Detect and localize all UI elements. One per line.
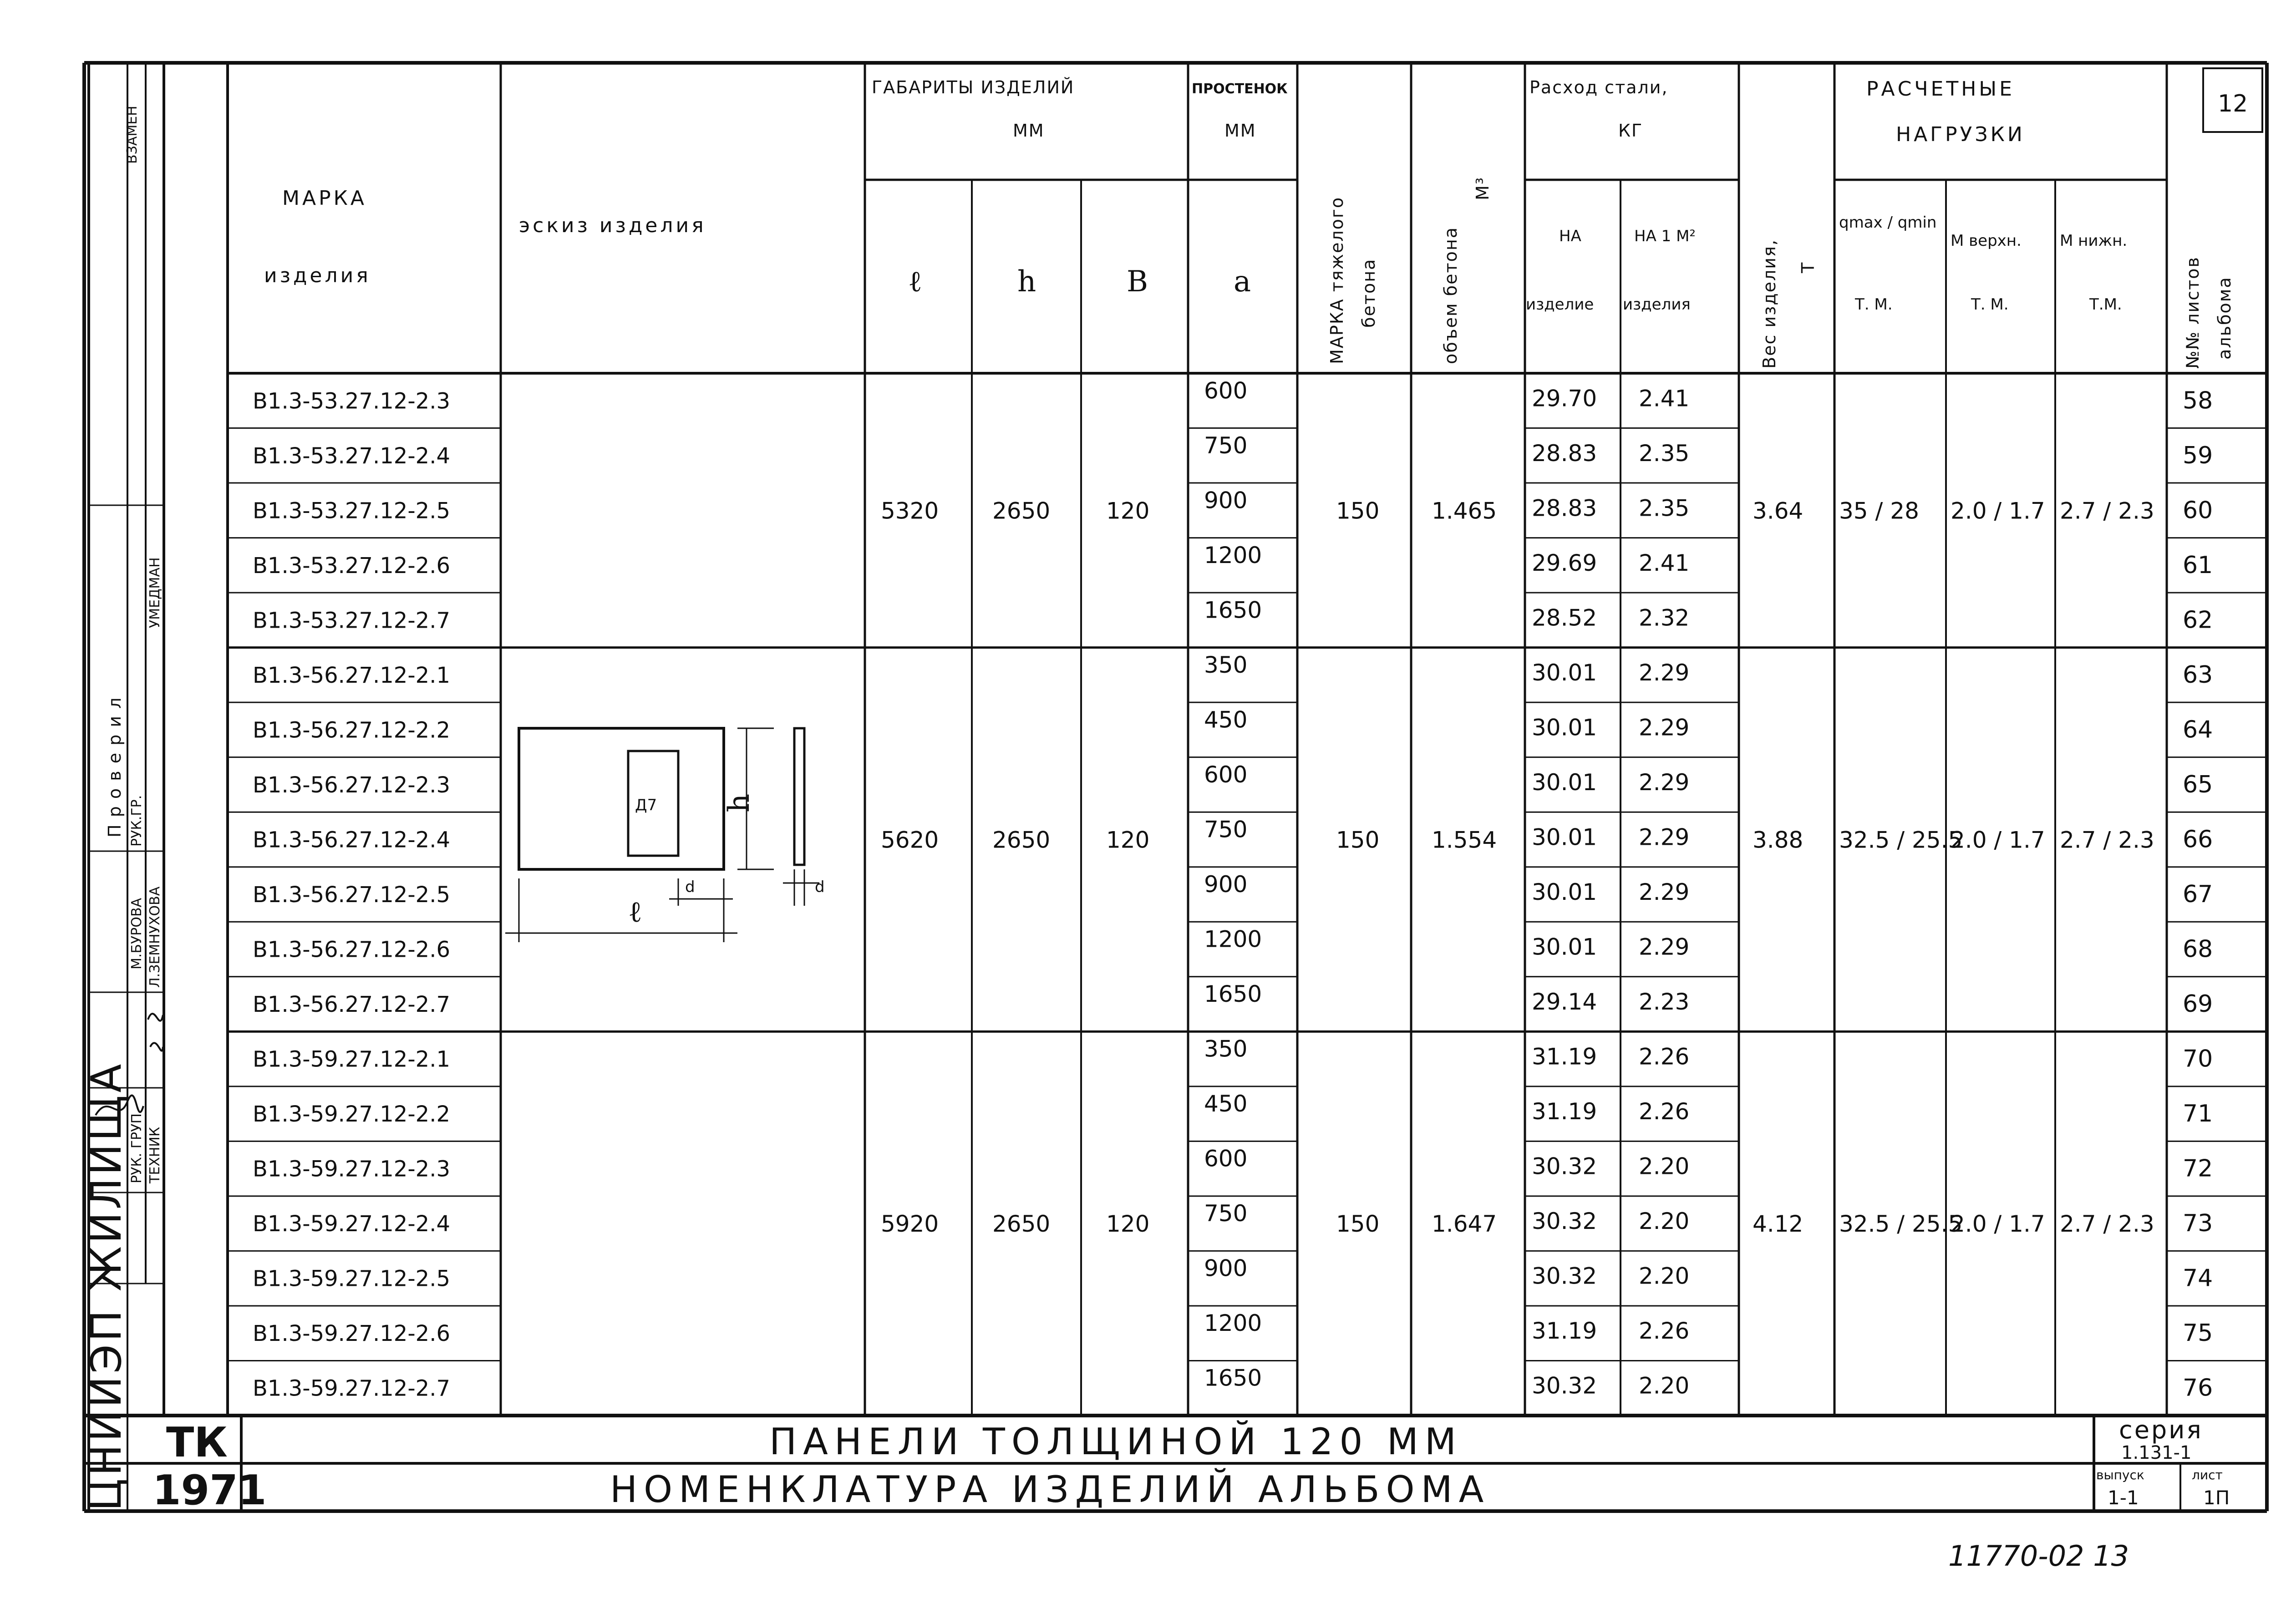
cell-sheet-number: 70 [2183,1045,2213,1073]
sketch-dim-d: d [685,878,695,896]
header-dims-line1: ГАБАРИТЫ ИЗДЕЛИЙ [872,77,1075,97]
header-steel-m2-line1: НА 1 М² [1634,227,1696,245]
sketch-window-label: Д7 [635,796,657,814]
stamp-role-1: РУК.ГР. [129,795,145,847]
cell-steel-item: 30.32 [1532,1372,1597,1399]
cell-pier: 750 [1204,1200,1248,1227]
cell-steel-m2: 2.29 [1639,769,1690,796]
header-m-top-unit: Т. М. [1971,295,2009,314]
cell-height: 2650 [992,827,1051,853]
cell-mark: В1.3-53.27.12-2.4 [253,443,450,469]
cell-pier: 450 [1204,706,1248,733]
cell-sheet-number: 68 [2183,935,2213,963]
header-loads-line1: РАСЧЕТНЫЕ [1866,77,2015,101]
cell-length: 5620 [881,827,939,853]
cell-steel-item: 30.01 [1532,934,1597,960]
cell-mark: В1.3-53.27.12-2.5 [253,498,450,524]
cell-load-q: 32.5 / 25.5 [1839,1211,1963,1238]
sheet-label: лист [2192,1467,2223,1482]
header-q-label: qmax / qmin [1839,213,1937,232]
cell-pier: 600 [1204,377,1248,404]
cell-thickness: 120 [1106,1211,1150,1238]
header-steel-item-line1: НА [1559,227,1581,245]
series-value: 1.131-1 [2121,1442,2192,1463]
cell-steel-item: 30.32 [1532,1208,1597,1235]
cell-pier: 1200 [1204,926,1262,953]
sheet-value: 1П [2203,1487,2230,1509]
cell-steel-item: 31.19 [1532,1318,1597,1345]
cell-steel-m2: 2.32 [1639,604,1690,631]
cell-weight: 3.64 [1753,497,1804,524]
issue-label: выпуск [2096,1467,2144,1482]
table-row [253,981,2213,1018]
cell-moment-top: 2.0 / 1.7 [1951,827,2045,853]
cell-pier: 750 [1204,432,1248,459]
cell-steel-item: 28.83 [1532,440,1597,467]
header-loads-line2: НАГРУЗКИ [1896,123,2025,146]
cell-steel-item: 28.52 [1532,604,1597,631]
header-dim-b: B [1127,265,1148,299]
header-weight-line1: Вес изделия, [1759,239,1779,369]
cell-steel-m2: 2.29 [1639,934,1690,960]
cell-mark: В1.3-56.27.12-2.6 [253,937,450,963]
stamp-proveril: П р о в е р и л [105,696,125,837]
cell-steel-m2: 2.26 [1639,1098,1690,1125]
cell-mark: В1.3-56.27.12-2.7 [253,992,450,1018]
row-group [881,497,2154,524]
cell-moment-bottom: 2.7 / 2.3 [2060,497,2154,524]
header-sketch: эскиз изделия [519,214,706,237]
cell-concrete-grade: 150 [1336,1211,1380,1238]
cell-sheet-number: 61 [2183,551,2213,579]
cell-weight: 4.12 [1753,1211,1804,1238]
header-steel-line1: Расход стали, [1529,77,1668,97]
cell-sheet-number: 67 [2183,881,2213,908]
sketch-dim-h: h [722,793,756,812]
cell-load-q: 32.5 / 25.5 [1839,827,1963,853]
header-mark-line2: изделия [264,264,371,287]
cell-steel-m2: 2.20 [1639,1153,1690,1180]
cell-length: 5320 [881,497,939,524]
table-row [253,652,2213,689]
cell-mark: В1.3-53.27.12-2.6 [253,553,450,579]
header-sheets-line2: альбома [2215,276,2235,360]
cell-pier: 900 [1204,871,1248,898]
cell-mark: В1.3-59.27.12-2.4 [253,1211,450,1237]
title-line2: НОМЕНКЛАТУРА ИЗДЕЛИЙ АЛЬБОМА [610,1468,1490,1511]
cell-sheet-number: 58 [2183,387,2213,415]
cell-mark: В1.3-53.27.12-2.7 [253,608,450,634]
cell-steel-item: 28.83 [1532,495,1597,522]
cell-steel-m2: 2.41 [1639,385,1690,412]
table-row [253,1310,2213,1347]
cell-pier: 1650 [1204,597,1262,624]
cell-mark: В1.3-59.27.12-2.5 [253,1266,450,1292]
archive-number: 11770-02 13 [1948,1539,2129,1573]
cell-pier: 900 [1204,1255,1248,1282]
title-tk: ТК [166,1419,228,1467]
header-concrete-grade-line1: МАРКА тяжелого [1327,196,1347,364]
cell-sheet-number: 75 [2183,1320,2213,1347]
table-row [253,597,2213,634]
header-dim-h: h [1017,265,1036,299]
cell-moment-bottom: 2.7 / 2.3 [2060,827,2154,853]
cell-steel-m2: 2.29 [1639,879,1690,905]
cell-weight: 3.88 [1753,827,1804,853]
cell-mark: В1.3-59.27.12-2.1 [253,1046,450,1072]
table-row [253,1255,2213,1292]
header-dim-l: ℓ [908,265,922,299]
side-stamp [82,63,164,1511]
header-dims-line2: ММ [1013,121,1045,141]
stamp-name-person1: М.БУРОВА [129,898,145,969]
cell-sheet-number: 65 [2183,771,2213,798]
cell-steel-item: 30.32 [1532,1153,1597,1180]
header-steel-item-line2: изделие [1526,295,1594,314]
header-pier-line2: ММ [1224,121,1256,141]
cell-mark: В1.3-56.27.12-2.3 [253,772,450,798]
series-label: серия [2119,1416,2203,1444]
cell-steel-item: 30.01 [1532,769,1597,796]
cell-pier: 600 [1204,1145,1248,1172]
cell-steel-m2: 2.26 [1639,1043,1690,1070]
table-header [264,68,2262,369]
cell-steel-m2: 2.26 [1639,1318,1690,1345]
table-row [253,1036,2213,1073]
stamp-role-a: РУК. ГРУП [129,1113,145,1183]
cell-concrete-grade: 150 [1336,827,1380,853]
cell-concrete-volume: 1.465 [1432,497,1497,524]
cell-mark: В1.3-56.27.12-2.2 [253,717,450,743]
cell-moment-top: 2.0 / 1.7 [1951,497,2045,524]
sketch-dim-l: ℓ [628,895,642,929]
cell-sheet-number: 71 [2183,1100,2213,1128]
cell-steel-item: 30.01 [1532,824,1597,851]
table-row [253,926,2213,963]
cell-thickness: 120 [1106,827,1150,853]
cell-concrete-volume: 1.647 [1432,1211,1497,1238]
cell-mark: В1.3-56.27.12-2.5 [253,882,450,908]
cell-sheet-number: 64 [2183,716,2213,744]
cell-sheet-number: 66 [2183,826,2213,853]
cell-sheet-number: 63 [2183,661,2213,689]
cell-steel-item: 29.14 [1532,989,1597,1015]
cell-steel-item: 29.69 [1532,549,1597,576]
header-steel-m2-line2: изделия [1623,295,1691,314]
cell-steel-m2: 2.35 [1639,440,1690,467]
header-concrete-grade-line2: бетона [1359,258,1379,328]
header-m-bottom: М нижн. [2060,232,2128,250]
table-row [253,706,2213,743]
cell-sheet-number: 74 [2183,1264,2213,1292]
header-weight-line2: Т [1798,261,1818,273]
cell-mark: В1.3-59.27.12-2.3 [253,1156,450,1182]
panel-section [794,728,804,865]
table-row [253,1091,2213,1127]
cell-mark: В1.3-56.27.12-2.1 [253,662,450,688]
cell-sheet-number: 62 [2183,606,2213,634]
cell-steel-m2: 2.20 [1639,1263,1690,1289]
cell-sheet-number: 73 [2183,1210,2213,1238]
cell-pier: 1200 [1204,542,1262,568]
cell-pier: 1200 [1204,1310,1262,1337]
cell-steel-m2: 2.41 [1639,549,1690,576]
title-block [152,1416,2230,1514]
cell-steel-m2: 2.23 [1639,989,1690,1015]
header-concrete-volume-line1: объем бетона [1441,227,1461,364]
header-pier-line1: ПРОСТЕНОК [1192,81,1288,97]
stamp-name-person3: УМЕДМАН [147,557,163,628]
header-sheets-line1: №№ листов [2183,256,2203,369]
cell-steel-m2: 2.29 [1639,824,1690,851]
row-group [881,1211,2154,1237]
header-steel-line2: КГ [1618,121,1643,141]
cell-steel-m2: 2.35 [1639,495,1690,522]
header-m-top: М верхн. [1951,232,2022,250]
table-row [253,761,2213,798]
issue-value: 1-1 [2108,1487,2139,1509]
stamp-name-person2: Л.ЗЕМНУХОВА [147,886,163,988]
cell-sheet-number: 72 [2183,1155,2213,1182]
cell-mark: В1.3-59.27.12-2.6 [253,1321,450,1347]
cell-steel-m2: 2.20 [1639,1372,1690,1399]
page-number: 12 [2218,90,2248,117]
stamp-organization: ЦНИИЭП ЖИЛИЩА [82,1061,131,1511]
cell-pier: 750 [1204,816,1248,843]
cell-moment-top: 2.0 / 1.7 [1951,1211,2045,1238]
cell-sheet-number: 60 [2183,497,2213,524]
header-m-bottom-unit: Т.М. [2089,295,2122,314]
cell-mark: В1.3-59.27.12-2.2 [253,1101,450,1127]
cell-steel-m2: 2.20 [1639,1208,1690,1235]
row-group [881,827,2154,853]
cell-thickness: 120 [1106,497,1150,524]
cell-pier: 1650 [1204,1365,1262,1391]
header-q-unit: Т. М. [1855,295,1893,314]
cell-steel-item: 30.01 [1532,714,1597,741]
cell-concrete-volume: 1.554 [1432,827,1497,853]
table-row [253,1365,2213,1402]
cell-steel-item: 30.01 [1532,879,1597,905]
cell-steel-item: 30.01 [1532,659,1597,686]
cell-pier: 350 [1204,1035,1248,1062]
table-groups [881,497,2154,1237]
cell-pier: 350 [1204,651,1248,678]
cell-sheet-number: 69 [2183,990,2213,1018]
signature-mark [148,1014,163,1051]
title-year: 1971 [152,1467,267,1514]
stamp-vzamen: ВЗАМЕН [124,106,140,164]
cell-steel-item: 31.19 [1532,1098,1597,1125]
cell-pier: 600 [1204,761,1248,788]
table-row [253,432,2213,469]
cell-load-q: 35 / 28 [1839,497,1919,524]
cell-height: 2650 [992,497,1051,524]
cell-height: 2650 [992,1211,1051,1238]
cell-mark: В1.3-53.27.12-2.3 [253,388,450,414]
header-mark-line1: МАРКА [282,187,367,210]
stamp-role-b: ТЕХНИК [147,1127,163,1183]
cell-moment-bottom: 2.7 / 2.3 [2060,1211,2154,1238]
cell-mark: В1.3-59.27.12-2.7 [253,1375,450,1401]
table-row [253,377,2213,414]
cell-length: 5920 [881,1211,939,1238]
cell-mark: В1.3-56.27.12-2.4 [253,827,450,853]
cell-sheet-number: 76 [2183,1374,2213,1402]
cell-steel-item: 31.19 [1532,1043,1597,1070]
cell-pier: 900 [1204,487,1248,514]
table-row [253,1146,2213,1182]
cell-pier: 1650 [1204,981,1262,1008]
header-pier-a: a [1234,265,1251,299]
sketch-dim-d2: d [815,878,825,896]
cell-steel-m2: 2.29 [1639,659,1690,686]
cell-steel-item: 30.32 [1532,1263,1597,1289]
table-row [253,871,2213,908]
title-line1: ПАНЕЛИ ТОЛЩИНОЙ 120 ММ [769,1421,1463,1463]
table-body [253,377,2213,1401]
product-sketch [505,728,825,942]
cell-sheet-number: 59 [2183,442,2213,469]
panel-outline [519,728,724,869]
cell-concrete-grade: 150 [1336,497,1380,524]
cell-steel-m2: 2.29 [1639,714,1690,741]
cell-pier: 450 [1204,1091,1248,1117]
header-concrete-volume-line2: М³ [1473,176,1493,200]
cell-steel-item: 29.70 [1532,385,1597,412]
table-row [253,542,2213,579]
